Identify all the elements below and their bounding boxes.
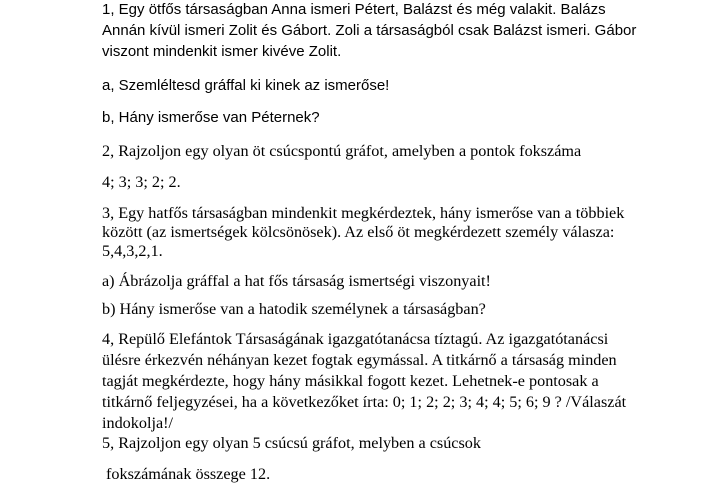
problem-1-question-b: b, Hány ismerőse van Péternek?	[102, 109, 320, 126]
problem-1-line-2: Annán kívül ismeri Zolit és Gábort. Zoli a társaságból csak Balázst ismeri. Gábor	[102, 22, 637, 39]
problem-3-question-b: b) Hány ismerőse van a hatodik személynek a társaságban?	[102, 300, 486, 318]
problem-4-line-4: titkárnő feljegyzései, ha a következőket írta: 0; 1; 2; 2; 3; 4; 4; 5; 6; 9 ? /Válaszát	[102, 393, 627, 411]
problem-4-line-2: ülésre érkezvén néhányan kezet fogtak egymással. A titkárnő a társaság minden	[102, 351, 617, 369]
problem-5-line-2: fokszámának összege 12.	[102, 465, 271, 483]
problem-2-line-1: 2, Rajzoljon egy olyan öt csúcspontú gráfot, amelyben a pontok fokszáma	[102, 142, 582, 160]
problem-3-question-a: a) Ábrázolja gráffal a hat fős társaság ismertségi viszonyait!	[102, 272, 491, 290]
problem-1-question-a: a, Szemléltesd gráffal ki kinek az ismerőse!	[102, 77, 390, 94]
problem-4-line-5: indokolja!/	[102, 414, 174, 432]
problem-5-line-1: 5, Rajzoljon egy olyan 5 csúcsú gráfot, melyben a csúcsok	[102, 434, 481, 452]
problem-1-line-1: 1, Egy ötfős társaságban Anna ismeri Pétert, Balázst és még valakit. Balázs	[102, 1, 606, 18]
problem-2-line-2: 4; 3; 3; 2; 2.	[102, 173, 181, 191]
problem-1-line-3: viszont mindenkit ismer kivéve Zolit.	[102, 43, 342, 60]
problem-4-line-3: tagját megkérdezte, hogy hány másikkal fogott kezet. Lehetnek-e pontosak a	[102, 372, 599, 390]
problem-3-line-2: között (az ismertségek kölcsönösek). Az első öt megkérdezett személy válasza:	[102, 223, 615, 241]
problem-3-line-1: 3, Egy hatfős társaságban mindenkit megkérdeztek, hány ismerőse van a többiek	[102, 204, 625, 222]
problem-3-line-3: 5,4,3,2,1.	[102, 242, 163, 260]
problem-4-line-1: 4, Repülő Elefántok Társaságának igazgatótanácsa tíztagú. Az igazgatótanácsi	[102, 330, 609, 348]
